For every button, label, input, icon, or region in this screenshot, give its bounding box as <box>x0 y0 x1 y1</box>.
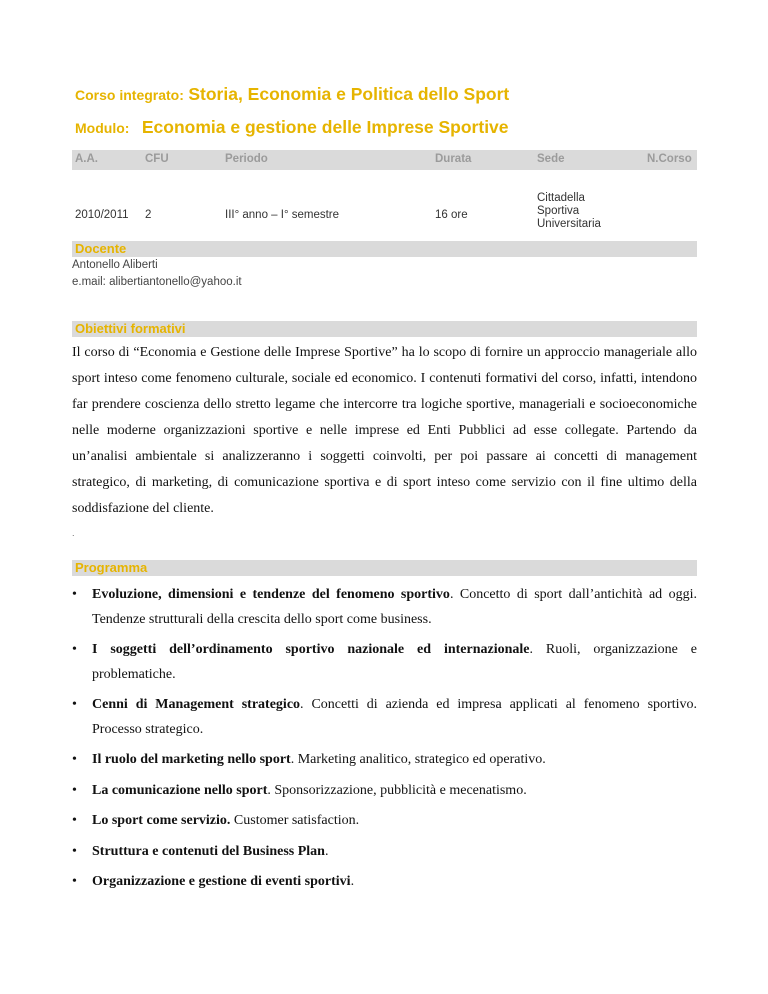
list-item-description: . Marketing analitico, strategico ed operativo. <box>290 752 546 767</box>
bullet-icon: • <box>72 642 77 657</box>
docente-heading: Docente <box>72 241 697 257</box>
cell-durata: 16 ore <box>435 209 468 221</box>
cell-sede: Cittadella Sportiva Universitaria <box>537 192 601 230</box>
list-item-title: Struttura e contenuti del Business Plan <box>92 843 325 859</box>
cell-cfu: 2 <box>145 209 152 221</box>
docente-info <box>72 257 242 291</box>
list-item-title: Lo sport come servizio. <box>92 813 231 828</box>
docente-email: e.mail: alibertiantonello@yahoo.it <box>72 276 242 288</box>
bullet-icon: • <box>72 697 77 712</box>
list-item-title: Il ruolo del marketing nello sport <box>92 752 291 767</box>
programma-list <box>72 583 697 901</box>
bullet-icon: • <box>72 587 77 602</box>
header-aa: A.A. <box>75 153 98 165</box>
trailing-dot: . <box>72 528 75 538</box>
bullet-icon: • <box>72 874 77 889</box>
list-item-description: Customer satisfaction. <box>230 813 360 828</box>
bullet-icon: • <box>72 813 77 828</box>
list-item <box>72 693 697 742</box>
list-item-title: Evoluzione, dimensioni e tendenze del fenomeno sportivo <box>92 587 450 602</box>
table-row <box>72 170 697 230</box>
docente-name: Antonello Aliberti <box>72 259 158 271</box>
list-item-description: . <box>324 843 329 859</box>
list-item <box>72 779 697 804</box>
list-item <box>72 870 697 895</box>
module-label: Modulo: <box>75 120 130 136</box>
list-item <box>72 809 697 834</box>
header-sede: Sede <box>537 153 565 165</box>
cell-periodo: III° anno – I° semestre <box>225 209 340 221</box>
header-durata: Durata <box>435 153 472 165</box>
table-header-row <box>72 150 697 170</box>
list-item-description: . Concetti di azienda ed impresa applicati al fenomeno sportivo. Processo strategico. <box>92 697 697 737</box>
list-item-title: Cenni di Management strategico <box>92 697 301 712</box>
list-item <box>72 583 697 632</box>
module-title-line <box>75 117 509 138</box>
bullet-icon: • <box>72 782 77 798</box>
list-item <box>72 748 697 773</box>
list-item-description: . <box>350 874 355 889</box>
course-name: Storia, Economia e Politica dello Sport <box>188 84 510 104</box>
module-name: Economia e gestione delle Imprese Sportive <box>141 117 509 137</box>
list-item-description: . Sponsorizzazione, pubblicità e mecenatismo. <box>267 782 527 798</box>
header-ncorso: N.Corso <box>647 153 692 165</box>
bullet-icon: • <box>72 843 77 859</box>
list-item <box>72 840 697 865</box>
obiettivi-heading: Obiettivi formativi <box>72 321 697 337</box>
list-item-description: . Concetto di sport dall’antichità ad oggi. Tendenze strutturali della crescita dello sport come business. <box>92 587 697 627</box>
list-item-title: La comunicazione nello sport <box>92 782 268 798</box>
course-label: Corso integrato: <box>75 87 184 103</box>
header-periodo: Periodo <box>225 153 268 165</box>
list-item <box>72 638 697 687</box>
course-title-line <box>75 84 509 105</box>
bullet-icon: • <box>72 752 77 767</box>
programma-heading: Programma <box>72 560 697 576</box>
header-cfu: CFU <box>145 153 169 165</box>
list-item-description: . Ruoli, organizzazione e problematiche. <box>92 642 698 682</box>
list-item-title: Organizzazione e gestione di eventi sportivi <box>92 874 351 889</box>
course-info-table <box>72 150 697 230</box>
obiettivi-text: Il corso di “Economia e Gestione delle Imprese Sportive” ha lo scopo di fornire un approccio manageriale allo sport inteso come fenomeno culturale, sociale ed economico. I contenuti formativi del corso, infatti, intendono far prendere coscienza dello stretto legame che intercorre tra logiche sportive, manageriali e socioeconomiche nelle moderne organizzazioni sportive e nelle imprese ed Enti Pubblici ad esse collegate. Partendo da un’analisi ambientale si analizzeranno i soggetti coinvolti, per poi passare ai concetti di management strategico, di marketing, di comunicazione sportiva e di sport inteso come servizio con il fine ultimo della soddisfazione del cliente. <box>72 345 697 516</box>
list-item-title: I soggetti dell’ordinamento sportivo nazionale ed internazionale <box>92 642 530 657</box>
cell-aa: 2010/2011 <box>75 209 129 221</box>
